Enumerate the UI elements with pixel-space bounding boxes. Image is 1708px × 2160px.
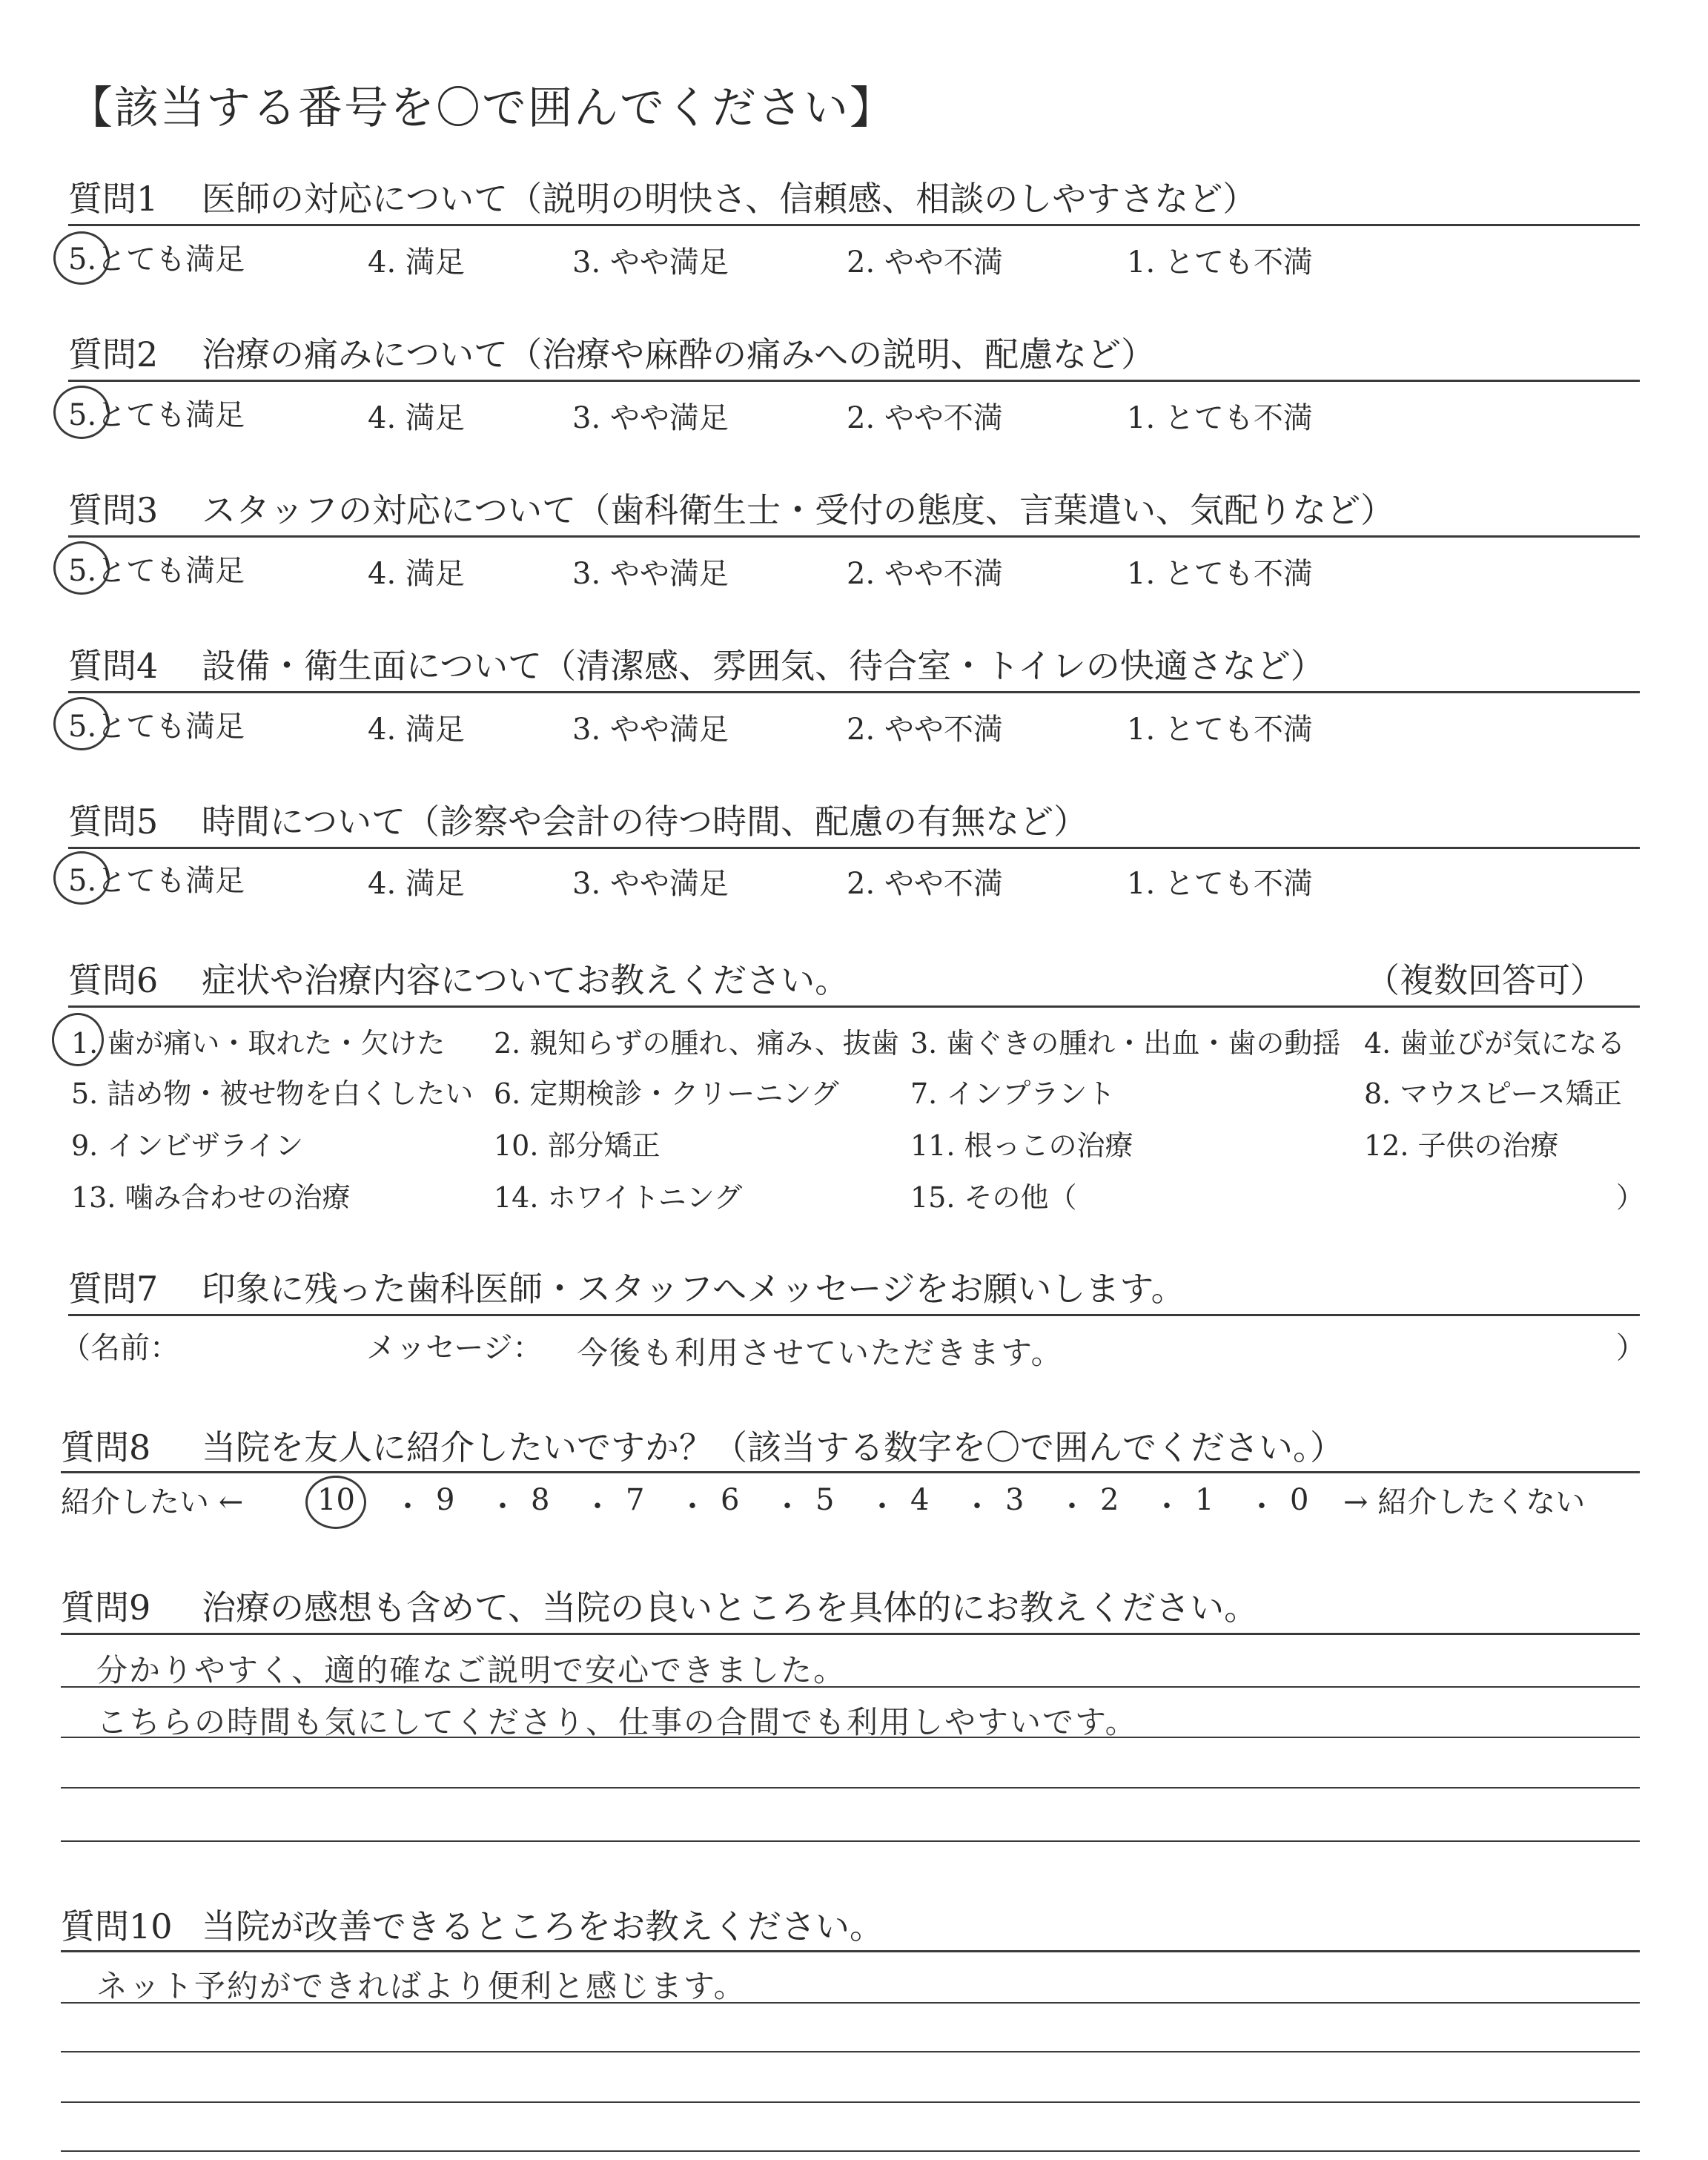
message-label: メッセージ：: [366, 1331, 543, 1365]
symptom-option-4[interactable]: 4. 歯並びが気になる: [1364, 1027, 1626, 1060]
rating-option-2[interactable]: 2. やや不満: [847, 401, 1003, 435]
rating-option-2[interactable]: 2. やや不満: [847, 245, 1003, 280]
rating-option-5[interactable]: 5.とても満足: [68, 242, 245, 277]
symptom-option-7[interactable]: 7. インプラント: [910, 1077, 1116, 1110]
question-text: 当院を友人に紹介したいですか？（該当する数字を〇で囲んでください。）: [202, 1427, 1344, 1467]
rating-option-1[interactable]: 1. とても不満: [1127, 245, 1313, 280]
answer-rule: [61, 1787, 1640, 1789]
scale-5[interactable]: 5: [815, 1483, 835, 1517]
answer-rule: [61, 2002, 1640, 2004]
question-label: 質問10: [61, 1906, 173, 1946]
answer-rule: [61, 2051, 1640, 2052]
rating-option-3[interactable]: 3. やや満足: [572, 401, 729, 435]
recommend-right-label: → 紹介したくない: [1343, 1485, 1586, 1519]
symptom-option-15[interactable]: 15. その他（: [910, 1181, 1077, 1214]
scale-8[interactable]: 8: [531, 1483, 550, 1517]
rating-option-1[interactable]: 1. とても不満: [1127, 713, 1313, 747]
message-close-paren: ）: [1616, 1331, 1646, 1365]
separator-dot: ・: [867, 1490, 897, 1524]
question-text: 当院が改善できるところをお教えください。: [202, 1906, 884, 1946]
question-text: 治療の痛みについて（治療や麻酔の痛みへの説明、配慮など）: [202, 334, 1156, 374]
separator-dot: ・: [1057, 1490, 1087, 1524]
rating-option-1[interactable]: 1. とても不満: [1127, 401, 1313, 435]
rating-option-2[interactable]: 2. やや不満: [847, 867, 1003, 901]
divider: [61, 1471, 1640, 1473]
answer-rule: [61, 1686, 1640, 1688]
answer-rule: [61, 1840, 1640, 1842]
question-text: 印象に残った歯科医師・スタッフへメッセージをお願いします。: [202, 1269, 1185, 1309]
symptom-option-9[interactable]: 9. インビザライン: [71, 1129, 304, 1162]
divider: [68, 1005, 1640, 1008]
question-label: 質問2: [68, 334, 159, 374]
answer-rule: [61, 2150, 1640, 2152]
rating-option-5[interactable]: 5.とても満足: [68, 554, 245, 588]
rating-option-4[interactable]: 4. 満足: [368, 557, 465, 591]
rating-option-2[interactable]: 2. やや不満: [847, 713, 1003, 747]
rating-option-4[interactable]: 4. 満足: [368, 245, 465, 280]
question-label: 質問7: [68, 1269, 159, 1309]
message-answer[interactable]: 今後も利用させていただきます。: [577, 1335, 1064, 1371]
scale-0[interactable]: 0: [1290, 1483, 1309, 1517]
scale-4[interactable]: 4: [910, 1483, 930, 1517]
separator-dot: ・: [1152, 1490, 1182, 1524]
scale-7[interactable]: 7: [626, 1483, 645, 1517]
scale-9[interactable]: 9: [436, 1483, 455, 1517]
rating-option-4[interactable]: 4. 満足: [368, 713, 465, 747]
symptom-option-2[interactable]: 2. 親知らずの腫れ、痛み、抜歯: [494, 1027, 899, 1060]
answer-line-1[interactable]: ネット予約ができればより便利と感じます。: [96, 1968, 747, 2004]
question-text: 症状や治療内容についてお教えください。: [202, 960, 850, 1000]
rating-option-1[interactable]: 1. とても不満: [1127, 867, 1313, 901]
separator-dot: ・: [583, 1490, 612, 1524]
separator-dot: ・: [488, 1490, 517, 1524]
separator-dot: ・: [678, 1490, 707, 1524]
scale-1[interactable]: 1: [1195, 1483, 1214, 1517]
separator-dot: ・: [393, 1490, 423, 1524]
symptom-option-14[interactable]: 14. ホワイトニング: [494, 1181, 743, 1214]
symptom-option-6[interactable]: 6. 定期検診・クリーニング: [494, 1077, 839, 1110]
symptom-option-3[interactable]: 3. 歯ぐきの腫れ・出血・歯の動揺: [910, 1027, 1341, 1060]
divider: [68, 224, 1640, 226]
answer-line-2[interactable]: こちらの時間も気にしてくださり、仕事の合間でも利用しやすいです。: [96, 1704, 1138, 1740]
scale-6[interactable]: 6: [721, 1483, 740, 1517]
answer-rule: [61, 2101, 1640, 2103]
divider: [68, 380, 1640, 382]
question-label: 質問8: [61, 1427, 151, 1467]
question-text: 医師の対応について（説明の明快さ、信頼感、相談のしやすさなど）: [202, 179, 1257, 219]
question-label: 質問3: [68, 490, 159, 530]
scale-3[interactable]: 3: [1005, 1483, 1025, 1517]
multiple-answer-note: （複数回答可）: [1366, 960, 1604, 1000]
rating-option-5[interactable]: 5.とても満足: [68, 710, 245, 744]
answer-line-1[interactable]: 分かりやすく、適的確なご説明で安心できました。: [96, 1652, 847, 1688]
rating-option-3[interactable]: 3. やや満足: [572, 867, 729, 901]
divider: [68, 691, 1640, 693]
rating-option-5[interactable]: 5.とても満足: [68, 398, 245, 432]
question-label: 質問6: [68, 960, 159, 1000]
question-label: 質問5: [68, 802, 159, 842]
divider: [61, 1633, 1640, 1635]
divider: [68, 847, 1640, 849]
question-text: スタッフの対応について（歯科衛生士・受付の態度、言葉遣い、気配りなど）: [202, 490, 1395, 530]
rating-option-1[interactable]: 1. とても不満: [1127, 557, 1313, 591]
symptom-option-5[interactable]: 5. 詰め物・被せ物を白くしたい: [71, 1077, 474, 1110]
divider: [68, 1314, 1640, 1316]
symptom-option-12[interactable]: 12. 子供の治療: [1364, 1129, 1559, 1162]
recommend-left-label: 紹介したい ←: [61, 1485, 244, 1519]
question-label: 質問9: [61, 1588, 151, 1628]
rating-option-3[interactable]: 3. やや満足: [572, 245, 729, 280]
scale-2[interactable]: 2: [1100, 1483, 1119, 1517]
name-label: （名前：: [61, 1331, 179, 1365]
separator-dot: ・: [962, 1490, 992, 1524]
rating-option-3[interactable]: 3. やや満足: [572, 557, 729, 591]
symptom-option-1[interactable]: 1. 歯が痛い・取れた・欠けた: [71, 1027, 446, 1060]
separator-dot: ・: [772, 1490, 802, 1524]
scale-10[interactable]: 10: [317, 1483, 355, 1517]
symptom-option-11[interactable]: 11. 根っこの治療: [910, 1129, 1133, 1162]
other-close-paren: ）: [1616, 1181, 1645, 1214]
question-label: 質問1: [68, 179, 159, 219]
symptom-option-13[interactable]: 13. 噛み合わせの治療: [71, 1181, 351, 1214]
rating-option-5[interactable]: 5.とても満足: [68, 864, 245, 898]
rating-option-4[interactable]: 4. 満足: [368, 401, 465, 435]
symptom-option-10[interactable]: 10. 部分矯正: [494, 1129, 661, 1162]
question-text: 治療の感想も含めて、当院の良いところを具体的にお教えください。: [202, 1588, 1259, 1628]
divider: [68, 535, 1640, 538]
question-text: 時間について（診察や会計の待つ時間、配慮の有無など）: [202, 802, 1088, 842]
question-text: 設備・衛生面について（清潔感、雰囲気、待合室・トイレの快適さなど）: [202, 646, 1325, 686]
answer-rule: [61, 1737, 1640, 1738]
question-label: 質問4: [68, 646, 159, 686]
rating-option-2[interactable]: 2. やや不満: [847, 557, 1003, 591]
rating-option-3[interactable]: 3. やや満足: [572, 713, 729, 747]
separator-dot: ・: [1247, 1490, 1277, 1524]
symptom-option-8[interactable]: 8. マウスピース矯正: [1364, 1077, 1622, 1110]
page-title: 【該当する番号を〇で囲んでください】: [68, 82, 896, 134]
rating-option-4[interactable]: 4. 満足: [368, 867, 465, 901]
divider: [61, 1950, 1640, 1952]
